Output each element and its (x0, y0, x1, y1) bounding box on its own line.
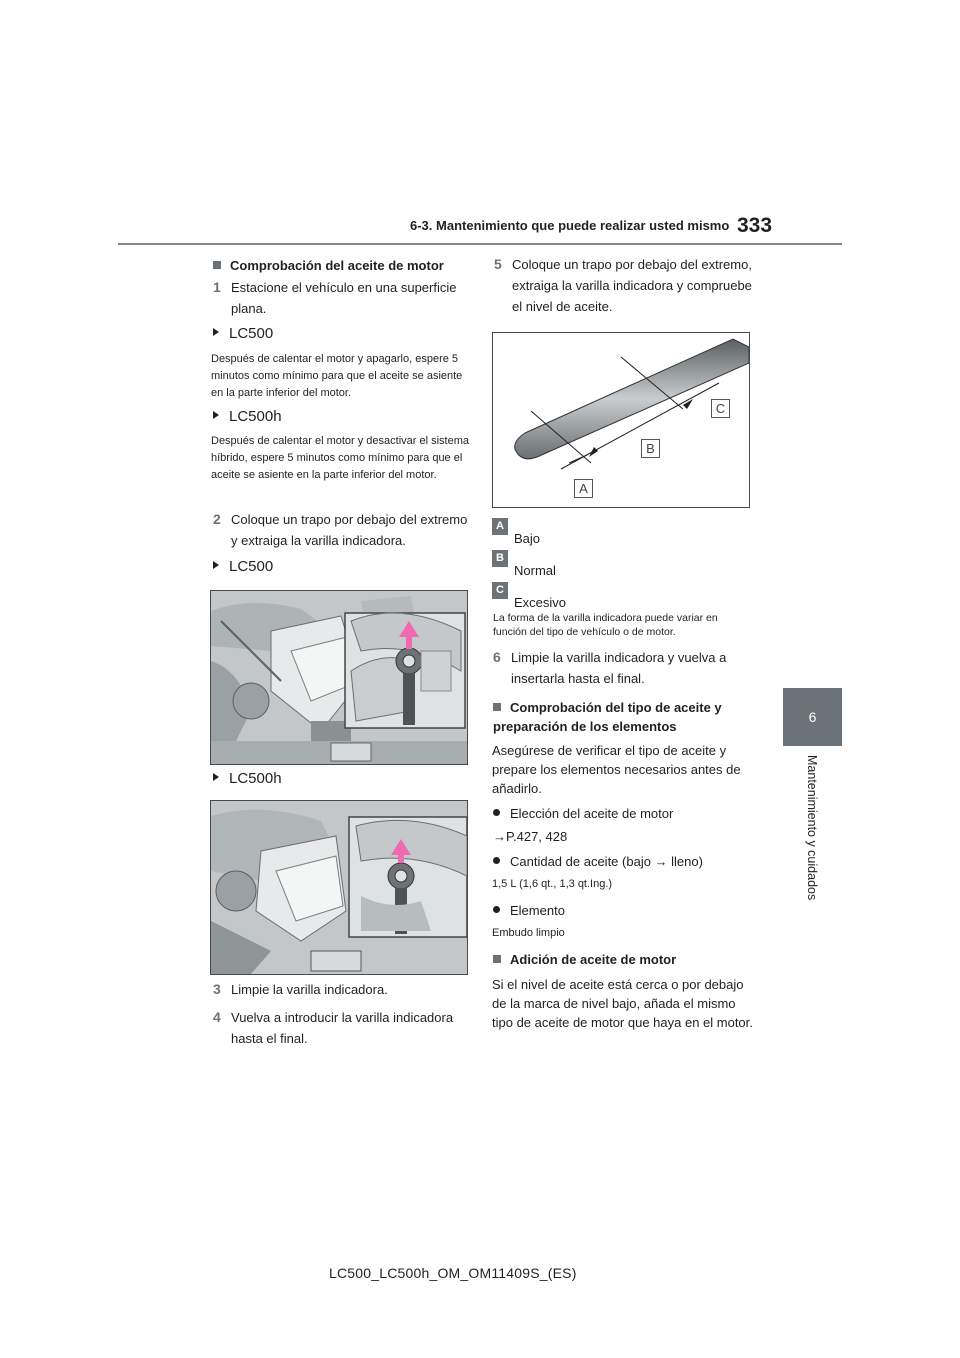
step-number: 3 (213, 981, 221, 997)
dipstick-illustration (493, 333, 749, 507)
square-bullet-icon (493, 955, 501, 963)
oil-quantity-value: 1,5 L (1,6 qt., 1,3 qt.Ing.) (492, 878, 613, 890)
model-label-lc500h (213, 407, 282, 427)
heading-add-oil-text: Adición de aceite de motor (510, 952, 677, 967)
bullet-text: Elección del aceite de motor (510, 806, 674, 821)
key-badge: B (492, 550, 508, 567)
heading-oil-check-text: Comprobación del aceite de motor (230, 258, 444, 273)
bullet-oil-quantity (493, 852, 703, 871)
step-number: 6 (493, 649, 501, 665)
diagram-label-a: A (574, 479, 593, 498)
oil-choice-ref: →P.427, 428 (493, 829, 568, 844)
triangle-bullet-icon (213, 773, 219, 781)
step-5 (494, 254, 754, 317)
step-text: Limpie la varilla indicadora. (231, 982, 388, 997)
heading-add-oil (493, 950, 753, 969)
chapter-title-text: Mantenimiento y cuidados (804, 755, 819, 901)
key-badge: A (492, 518, 508, 535)
oil-type-body: Asegúrese de verificar el tipo de aceite y prepare los elementos necesarios antes de añadirlo. (492, 743, 741, 796)
model-note-lc500h: Después de calentar el motor y desactivar el sistema híbrido, espere 5 minutos como mínimo para que el aceite se asiente en la parte inferior del motor. (211, 435, 470, 481)
heading-oil-check (213, 256, 473, 275)
model-label-lc500 (213, 324, 273, 344)
key-label: Bajo (514, 531, 541, 546)
step-text: Estacione el vehículo en una superficie plana. (231, 280, 457, 316)
chapter-title (783, 755, 842, 915)
header-divider (118, 243, 842, 245)
add-oil-body: Si el nivel de aceite está cerca o por debajo de la marca de nivel bajo, añada el mismo tipo de aceite de motor que haya en el motor. (492, 977, 753, 1030)
step-6 (493, 647, 753, 689)
heading-oil-type-text: Comprobación del tipo de aceite y preparación de los elementos (493, 700, 722, 734)
step-text: Limpie la varilla indicadora y vuelva a insertarla hasta el final. (511, 650, 727, 686)
model-label-text: LC500 (229, 558, 274, 575)
round-bullet-icon (493, 906, 500, 913)
engine-bay-illustration (211, 801, 467, 974)
step-2 (213, 509, 473, 551)
step-number: 1 (213, 279, 221, 295)
step-3 (213, 979, 473, 1000)
key-label: Normal (514, 563, 556, 578)
page-number: 333 (737, 214, 773, 237)
engine-photo-lc500 (210, 590, 468, 765)
key-row-b (492, 550, 556, 579)
round-bullet-icon (493, 809, 500, 816)
model-label-text: LC500h (229, 408, 282, 425)
square-bullet-icon (213, 261, 221, 269)
square-bullet-icon (493, 703, 501, 711)
dipstick-diagram (492, 332, 750, 508)
model-label-lc500-photo (213, 557, 273, 577)
key-badge: C (492, 582, 508, 599)
item-value: Embudo limpio (492, 927, 565, 939)
bullet-text: Cantidad de aceite (bajo → lleno) (510, 854, 703, 869)
step-number: 2 (213, 511, 221, 527)
triangle-bullet-icon (213, 561, 219, 569)
step-number: 5 (494, 256, 502, 272)
step-4 (213, 1007, 475, 1049)
bullet-item (493, 901, 565, 920)
document-code: LC500_LC500h_OM_OM11409S_(ES) (329, 1265, 577, 1281)
section-title: 6-3. Mantenimiento que puede realizar usted mismo (410, 218, 730, 233)
step-number: 4 (213, 1009, 221, 1025)
model-label-lc500h-photo (213, 769, 282, 789)
round-bullet-icon (493, 857, 500, 864)
diagram-label-b: B (641, 439, 660, 458)
engine-photo-lc500h (210, 800, 468, 975)
engine-bay-illustration (211, 591, 467, 764)
step-text: Vuelva a introducir la varilla indicadora hasta el final. (231, 1010, 454, 1046)
step-text: Coloque un trapo por debajo del extremo y extraiga la varilla indicadora. (231, 512, 468, 548)
heading-oil-type (493, 698, 753, 736)
triangle-bullet-icon (213, 328, 219, 336)
bullet-oil-choice (493, 804, 673, 823)
triangle-bullet-icon (213, 411, 219, 419)
model-label-text: LC500 (229, 325, 274, 342)
diagram-label-c: C (711, 399, 730, 418)
key-row-a (492, 518, 540, 547)
chapter-tab: 6 (783, 688, 842, 746)
model-note-lc500: Después de calentar el motor y apagarlo, espere 5 minutos como mínimo para que el aceite se asiente en la parte inferior del motor. (211, 353, 463, 399)
step-1 (213, 277, 471, 319)
key-label: Excesivo (514, 595, 567, 610)
bullet-text: Elemento (510, 903, 565, 918)
model-label-text: LC500h (229, 770, 282, 787)
step-text: Coloque un trapo por debajo del extremo, extraiga la varilla indicadora y compruebe el nivel de aceite. (512, 257, 752, 314)
key-row-c (492, 582, 566, 611)
dipstick-note: La forma de la varilla indicadora puede variar en función del tipo de vehículo o de motor. (493, 612, 718, 638)
